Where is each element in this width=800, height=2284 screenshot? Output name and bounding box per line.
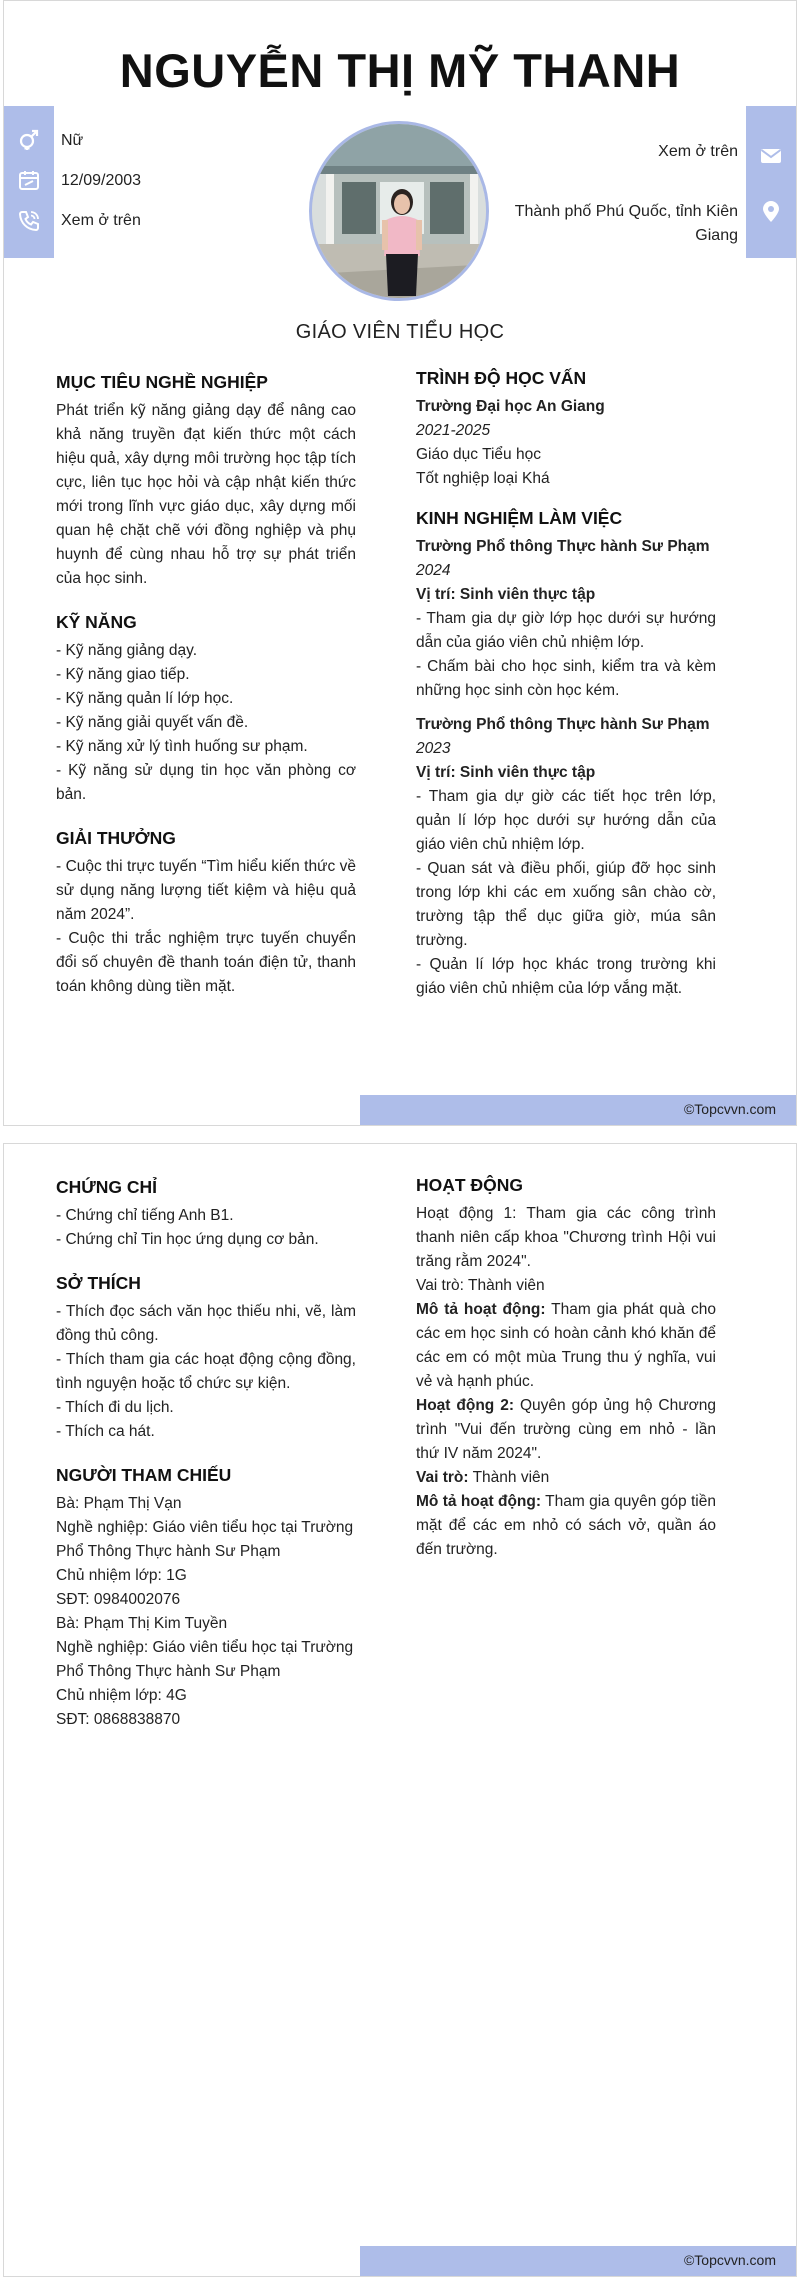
experience-org: Trường Phổ thông Thực hành Sư Phạm bbox=[416, 716, 710, 733]
hobby-item: - Thích đọc sách văn học thiếu nhi, vẽ, làm đồng thủ công. bbox=[56, 1303, 356, 1344]
reference-line: Nghề nghiệp: Giáo viên tiểu học tại Trường Phổ Thông Thực hành Sư Phạm bbox=[56, 1639, 354, 1680]
role-label: Vai trò: bbox=[416, 1469, 469, 1486]
certificates-title: CHỨNG CHỈ bbox=[56, 1177, 158, 1197]
experience-org: Trường Phổ thông Thực hành Sư Phạm bbox=[416, 538, 710, 555]
references-title: NGƯỜI THAM CHIẾU bbox=[56, 1465, 232, 1485]
education-result: Tốt nghiệp loại Khá bbox=[416, 470, 550, 487]
footer-text: ©Topcvvn.com bbox=[683, 1101, 776, 1117]
description-label: Mô tả hoạt động: bbox=[416, 1493, 542, 1510]
skill-item: - Kỹ năng giao tiếp. bbox=[56, 666, 190, 683]
birthdate-text: 12/09/2003 bbox=[61, 172, 142, 189]
awards-section bbox=[56, 825, 356, 999]
skill-item: - Kỹ năng quản lí lớp học. bbox=[56, 690, 234, 707]
reference-line: Chủ nhiệm lớp: 4G bbox=[56, 1687, 187, 1704]
left-icon-strip bbox=[4, 106, 54, 258]
reference-line: Nghề nghiệp: Giáo viên tiểu học tại Trường Phổ Thông Thực hành Sư Phạm bbox=[56, 1519, 354, 1560]
certificate-item: - Chứng chỉ tiếng Anh B1. bbox=[56, 1207, 234, 1224]
hobby-item: - Thích tham gia các hoạt động cộng đồng, tình nguyện hoặc tổ chức sự kiện. bbox=[56, 1351, 356, 1392]
location-pin-icon bbox=[759, 200, 783, 224]
calendar-icon bbox=[17, 168, 41, 192]
reference-line: Chủ nhiệm lớp: 1G bbox=[56, 1567, 187, 1584]
gender-icon bbox=[17, 127, 41, 151]
objective-title: MỤC TIÊU NGHỀ NGHIỆP bbox=[56, 372, 268, 392]
job-title: GIÁO VIÊN TIỂU HỌC bbox=[295, 321, 505, 343]
reference-line: Bà: Phạm Thị Kim Tuyền bbox=[56, 1615, 228, 1632]
role-text: Thành viên bbox=[468, 1469, 550, 1486]
hobbies-section bbox=[56, 1270, 356, 1444]
right-column-page1 bbox=[416, 365, 716, 1019]
footer-band bbox=[360, 2246, 796, 2276]
skill-item: - Kỹ năng xử lý tình huống sư phạm. bbox=[56, 738, 308, 755]
certificate-item: - Chứng chỉ Tin học ứng dụng cơ bản. bbox=[56, 1231, 319, 1248]
hobby-item: - Thích ca hát. bbox=[56, 1423, 155, 1440]
skills-title: KỸ NĂNG bbox=[56, 612, 137, 632]
candidate-name: NGUYỄN THỊ MỸ THANH bbox=[119, 44, 681, 97]
experience-role: Vị trí: Sinh viên thực tập bbox=[416, 586, 596, 603]
activities-title: HOẠT ĐỘNG bbox=[416, 1175, 523, 1195]
activity-2-text: Quyên góp ủng hộ Chương trình "Vui đến trường cùng em nhỏ - lần thứ IV năm 2024". bbox=[416, 1397, 716, 1462]
avatar bbox=[309, 121, 489, 301]
skill-item: - Kỹ năng sử dụng tin học văn phòng cơ bản. bbox=[56, 762, 356, 803]
activity-2-description bbox=[416, 1490, 716, 1562]
experience-detail: - Quản lí lớp học khác trong trường khi giáo viên chủ nhiệm của lớp vắng mặt. bbox=[416, 956, 716, 997]
experience-year: 2024 bbox=[416, 562, 451, 579]
experience-detail: - Quan sát và điều phối, giúp đỡ học sinh trong lớp khi các em xuống sân chào cờ, trường tập thể dục giữa giờ, múa sân trường. bbox=[416, 860, 716, 949]
activity-2-label: Hoạt động 2: bbox=[416, 1397, 515, 1414]
activity-2 bbox=[416, 1394, 716, 1466]
award-item: - Cuộc thi trực tuyến “Tìm hiểu kiến thức về sử dụng năng lượng tiết kiệm và hiệu quả năm 2024”. bbox=[56, 858, 356, 923]
reference-line: Bà: Phạm Thị Vạn bbox=[56, 1495, 182, 1512]
objective-text: Phát triển kỹ năng giảng dạy để nâng cao khả năng truyền đạt kiến thức một cách hiệu quả, xây dựng môi trường học tập tích cực, liên tục học hỏi và cập nhật kiến thức mới trong lĩnh vực giáo dục, xây dựng mối quan hệ chặt chẽ với đồng nghiệp và phụ huynh để cùng nhau hỗ trợ sự phát triển của học sinh. bbox=[56, 402, 356, 587]
description-label: Mô tả hoạt động: bbox=[416, 1301, 546, 1318]
reference-line: SĐT: 0868838870 bbox=[56, 1711, 181, 1728]
skill-item: - Kỹ năng giải quyết vấn đề. bbox=[56, 714, 249, 731]
experience-detail: - Tham gia dự giờ các tiết học trên lớp, quản lí lớp học dưới sự hướng dẫn của giáo viên chủ nhiệm lớp. bbox=[416, 788, 716, 853]
activities-section bbox=[416, 1172, 716, 1562]
footer-band bbox=[360, 1095, 796, 1125]
address-text: Thành phố Phú Quốc, tỉnh Kiên Giang bbox=[514, 203, 738, 244]
left-column-page1 bbox=[56, 369, 356, 1017]
experience-detail: - Chấm bài cho học sinh, kiểm tra và kèm những học sinh còn học kém. bbox=[416, 658, 716, 699]
education-title: TRÌNH ĐỘ HỌC VẤN bbox=[416, 368, 587, 388]
education-period: 2021-2025 bbox=[416, 422, 491, 439]
experience-year: 2023 bbox=[416, 740, 451, 757]
right-icon-strip bbox=[746, 106, 796, 258]
gender-text: Nữ bbox=[61, 132, 84, 149]
footer-text: ©Topcvvn.com bbox=[683, 2252, 776, 2268]
experience-entry bbox=[416, 535, 716, 703]
certificates-section bbox=[56, 1174, 356, 1252]
hobbies-title: SỞ THÍCH bbox=[56, 1273, 141, 1293]
activity-1-role: Vai trò: Thành viên bbox=[416, 1277, 545, 1294]
email-text: Xem ở trên bbox=[658, 143, 738, 160]
experience-entry bbox=[416, 713, 716, 1001]
education-school: Trường Đại học An Giang bbox=[416, 398, 605, 415]
mail-icon bbox=[759, 144, 783, 168]
right-column-page2 bbox=[416, 1172, 716, 1580]
experience-role: Vị trí: Sinh viên thực tập bbox=[416, 764, 596, 781]
description-text: Tham gia quyên góp tiền mặt để các em nhỏ có sách vở, quần áo đến trường. bbox=[416, 1493, 716, 1558]
hobby-item: - Thích đi du lịch. bbox=[56, 1399, 174, 1416]
experience-section bbox=[416, 505, 716, 1001]
reference-line: SĐT: 0984002076 bbox=[56, 1591, 181, 1608]
references-section bbox=[56, 1462, 356, 1732]
awards-title: GIẢI THƯỞNG bbox=[56, 828, 176, 848]
phone-icon bbox=[17, 209, 41, 233]
skill-item: - Kỹ năng giảng dạy. bbox=[56, 642, 198, 659]
activity-1: Hoạt động 1: Tham gia các công trình thanh niên cấp khoa "Chương trình Hội vui trăng rằm 2024". bbox=[416, 1205, 716, 1270]
skills-section bbox=[56, 609, 356, 807]
award-item: - Cuộc thi trắc nghiệm trực tuyến chuyển đổi số chuyên đề thanh toán điện tử, thanh toán không dùng tiền mặt. bbox=[56, 930, 356, 995]
phone-text: Xem ở trên bbox=[61, 212, 141, 229]
left-column-page2 bbox=[56, 1174, 356, 1750]
education-major: Giáo dục Tiểu học bbox=[416, 446, 541, 463]
activity-2-role bbox=[416, 1466, 716, 1490]
experience-detail: - Tham gia dự giờ lớp học dưới sự hướng dẫn của giáo viên chủ nhiệm lớp. bbox=[416, 610, 716, 651]
cv-page-2 bbox=[3, 1143, 797, 2277]
experience-title: KINH NGHIỆM LÀM VIỆC bbox=[416, 508, 623, 528]
objective-section bbox=[56, 369, 356, 591]
cv-page-1 bbox=[3, 0, 797, 1126]
description-text: Tham gia phát quà cho các em học sinh có hoàn cảnh khó khăn để các em có một mùa Trung thu ý nghĩa, vui vẻ và hạnh phúc. bbox=[416, 1301, 716, 1390]
activity-1-description bbox=[416, 1298, 716, 1394]
education-section bbox=[416, 365, 716, 491]
